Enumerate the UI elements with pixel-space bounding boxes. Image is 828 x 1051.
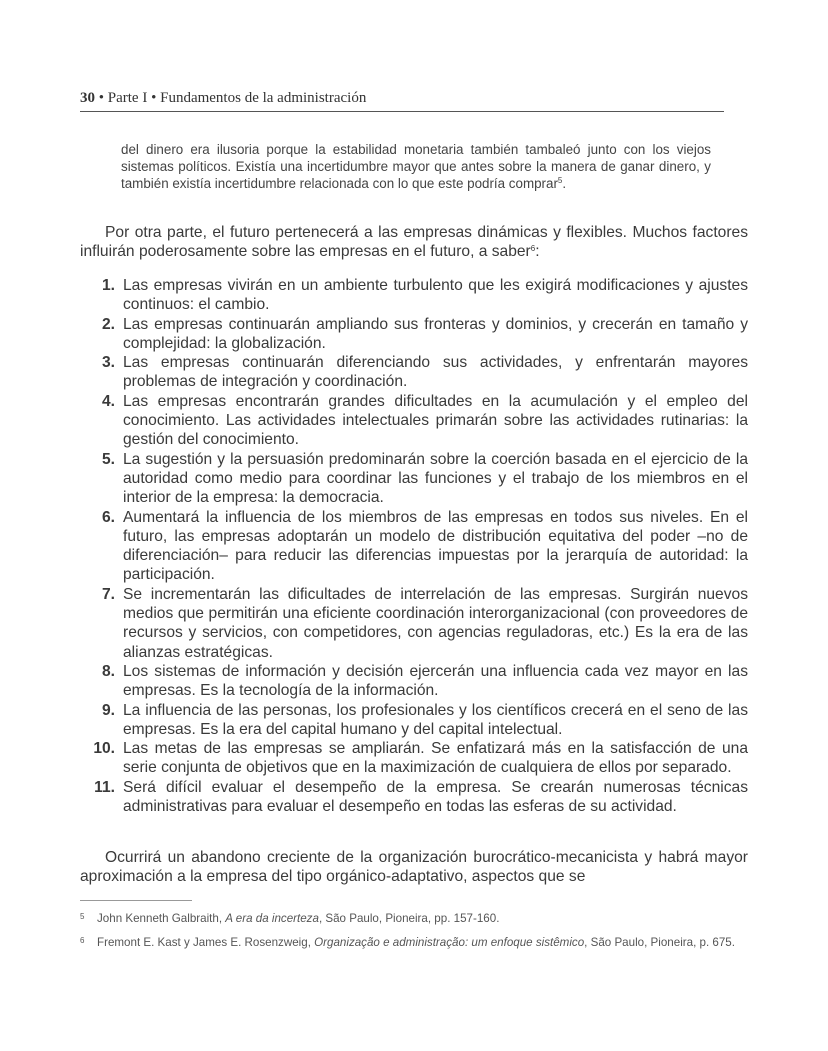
intro-paragraph [80, 223, 748, 262]
running-header [80, 90, 724, 112]
list-item [80, 353, 748, 392]
item-number: 10. [93, 740, 115, 758]
item-number: 11. [94, 778, 115, 796]
footnote-mark: 6 [80, 936, 85, 945]
footnote-ref: 6 [530, 244, 536, 254]
item-number: 6. [101, 508, 115, 526]
item-number: 2. [101, 315, 115, 333]
footnote-mark: 5 [80, 912, 85, 921]
list-item [80, 662, 748, 701]
list-item [80, 392, 748, 450]
item-number: 5. [101, 450, 115, 468]
closing-paragraph: Ocurrirá un abandono creciente de la organización burocrático-mecanicista y habrá mayor aproximación a la empresa del tipo orgánico-adaptativo, aspectos que se [80, 849, 748, 886]
list-item [80, 701, 748, 740]
intro-text: Por otra parte, el futuro pertenecerá a las empresas dinámicas y flexibles. Muchos factores influirán poderosamente sobre las empresas en el futuro, a saber [80, 224, 748, 261]
footnote-author: John Kenneth Galbraith, [97, 912, 226, 925]
factors-list [80, 276, 748, 816]
footnote [80, 935, 747, 951]
footnote [80, 911, 747, 927]
footnote-title: Organização e administração: um enfoque sistêmico [314, 936, 585, 949]
list-item [80, 508, 748, 585]
part-label: Parte I [107, 90, 148, 106]
footnote-author: Fremont E. Kast y James E. Rosenzweig, [97, 936, 315, 949]
item-text: La influencia de las personas, los profesionales y los científicos crecerá en el seno de las empresas. Es la era del capital humano y del capital intelectual. [123, 701, 748, 738]
item-text: Las empresas encontrarán grandes dificultades en la acumulación y el empleo del conocimiento. Las actividades intelectuales primarán sobre las actividades rutinarias: la gestión del conocimiento. [123, 392, 748, 449]
item-text: Será difícil evaluar el desempeño de la empresa. Se crearán numerosas técnicas administrativas para evaluar el desempeño en todas las esferas de su actividad. [123, 778, 748, 816]
chapter-title: Fundamentos de la administración [160, 90, 367, 106]
list-item [80, 315, 748, 354]
list-item [80, 739, 748, 778]
list-item [80, 450, 748, 508]
item-number: 9. [101, 701, 115, 719]
footnote-title: A era da incerteza [225, 912, 319, 925]
quote-text: del dinero era ilusoria porque la estabilidad monetaria también tambaleó junto con los viejos sistemas políticos. Existía una incertidumbre mayor que antes sobre la manera de ganar dinero, y también existía incertidumbre relacionada con lo que este podría comprar [121, 142, 711, 191]
item-number: 7. [101, 585, 115, 603]
footnote-ref: 5 [557, 176, 563, 185]
footnote-publisher: , São Paulo, Pioneira, pp. 157-160. [318, 912, 500, 925]
punct: . [562, 176, 567, 191]
list-item [80, 276, 748, 315]
list-item [80, 585, 748, 662]
block-quote [121, 141, 711, 192]
item-number: 4. [101, 392, 115, 410]
item-text: Las empresas continuarán diferenciando sus actividades, y enfrentarán mayores problemas de integración y coordinación. [123, 354, 748, 391]
list-item [80, 778, 748, 817]
item-text: Las metas de las empresas se ampliarán. Se enfatizará más en la satisfacción de una serie conjunta de objetivos que en la maximización de cualquiera de ellos por separado. [123, 740, 748, 777]
punct: : [535, 243, 540, 261]
page-number: 30 [80, 90, 95, 106]
item-number: 1. [101, 277, 115, 294]
item-text: Las empresas vivirán en un ambiente turbulento que les exigirá modificaciones y ajustes continuos: el cambio. [123, 277, 748, 314]
footnote-publisher: , São Paulo, Pioneira, p. 675. [584, 936, 735, 949]
footnote-divider [80, 900, 192, 901]
item-text: Se incrementarán las dificultades de interrelación de las empresas. Surgirán nuevos medios que permitirán una eficiente coordinación interorganizacional (con proveedores de recursos y servicios, con competidores, con agencias reguladoras, etc.) Es la era de las alianzas estratégicas. [123, 585, 748, 661]
item-number: 8. [101, 662, 115, 680]
item-text: Aumentará la influencia de los miembros de las empresas en todos sus niveles. En el futuro, las empresas adoptarán un modelo de distribución equitativa del poder –no de diferenciación– para reducir las diferencias impuestas por la jerarquía de autoridad: la participación. [123, 508, 748, 584]
item-text: La sugestión y la persuasión predominarán sobre la coerción basada en el ejercicio de la autoridad como medio para coordinar las funciones y el trabajo de los miembros en el interior de la empresa: la democracia. [123, 450, 748, 507]
item-number: 3. [101, 354, 115, 372]
item-text: Los sistemas de información y decisión ejercerán una influencia cada vez mayor en las empresas. Es la tecnología de la información. [123, 662, 748, 700]
separator: • [95, 90, 108, 106]
separator: • [147, 90, 161, 106]
item-text: Las empresas continuarán ampliando sus fronteras y dominios, y crecerán en tamaño y complejidad: la globalización. [123, 315, 748, 352]
